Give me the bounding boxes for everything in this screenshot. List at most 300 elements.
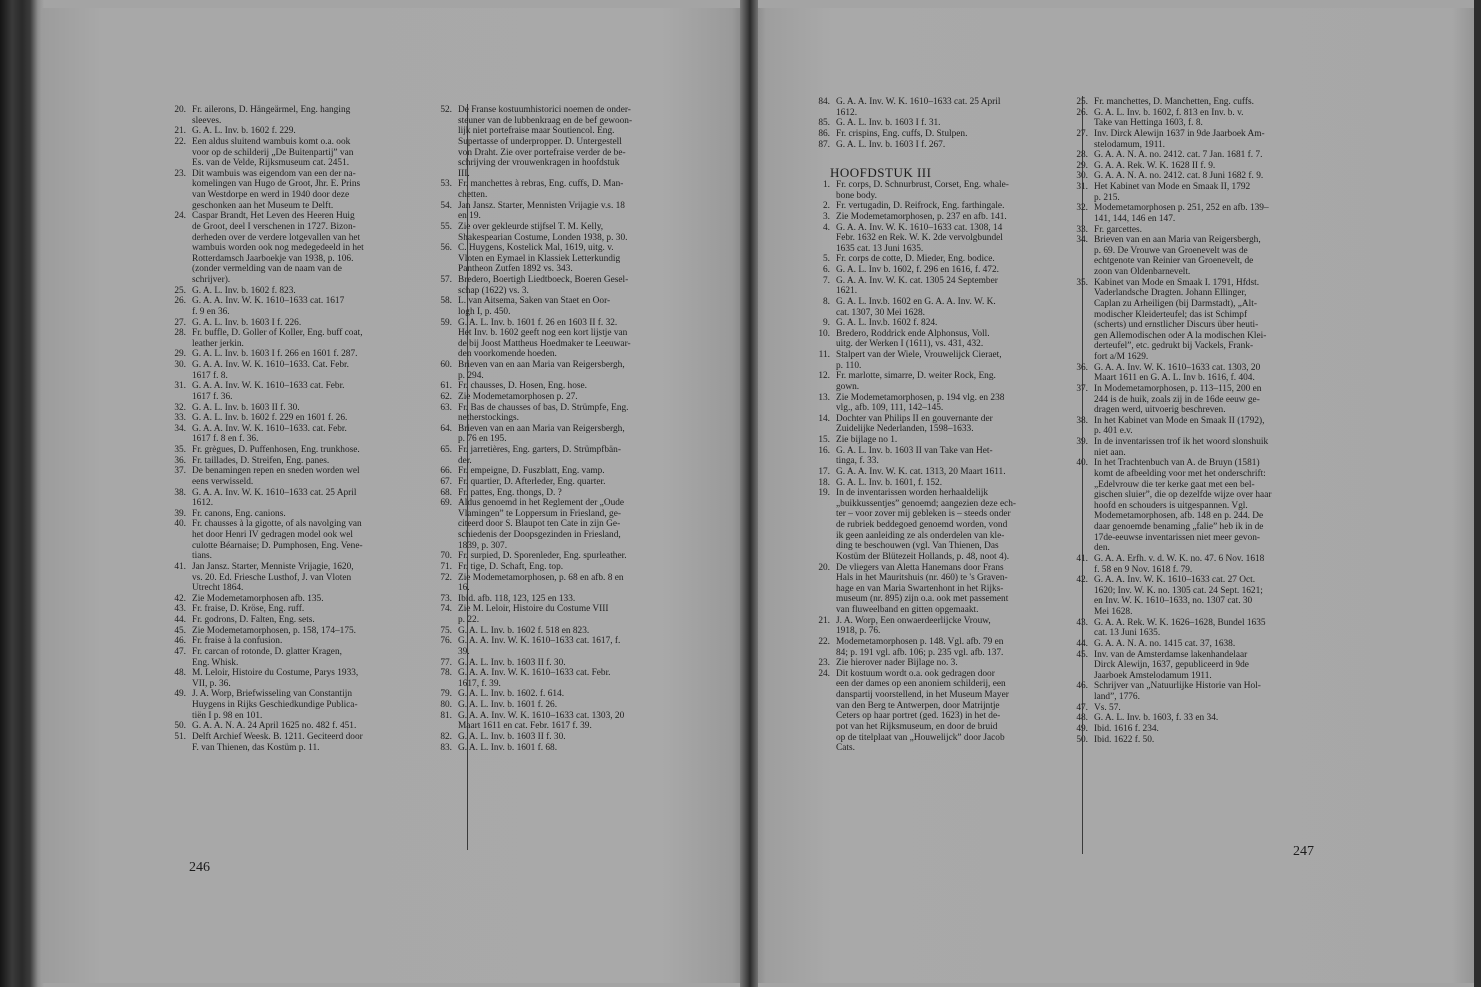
note-number: 67. [440, 476, 452, 487]
note-number: 14. [818, 413, 830, 424]
note-entry [430, 668, 732, 689]
note-entry [808, 201, 1078, 212]
note-entry [164, 456, 461, 467]
note-number: 69. [440, 498, 452, 509]
note-number: 45. [174, 625, 186, 636]
note-entry [808, 140, 1078, 151]
note-number: 49. [1076, 723, 1088, 734]
note-number: 33. [174, 413, 186, 424]
note-text: G. A. L. Inv. b. 1602 f. 518 en 823. [458, 625, 590, 636]
note-number: 70. [440, 551, 452, 562]
note-number: 5. [822, 254, 830, 265]
note-text: Zie M. Leloir, Histoire du Costume VIII p. 22. [458, 604, 609, 625]
note-number: 2. [822, 201, 830, 212]
note-text: Fr. quartier, D. Afterleder, Eng. quarter. [458, 476, 606, 487]
note-entry [808, 350, 1078, 371]
note-text: Fr. crispins, Eng. cuffs, D. Stulpen. [836, 128, 968, 139]
note-number: 68. [440, 487, 452, 498]
note-entry [1066, 575, 1336, 618]
note-text: Ibid. afb. 118, 123, 125 en 133. [458, 593, 576, 604]
note-number: 39. [174, 508, 186, 519]
note-entry [808, 616, 1078, 637]
note-number: 57. [440, 275, 452, 285]
note-text: Zie bijlage no 1. [836, 435, 898, 445]
note-entry [164, 594, 461, 605]
note-text: G. A. L. Inv. b. 1601 f. 68. [458, 742, 558, 753]
note-entry [430, 222, 732, 243]
note-entry [430, 689, 732, 700]
note-number: 48. [174, 668, 186, 679]
note-text: G. A. L. Inv. b. 1603 II f. 30. [458, 731, 566, 742]
note-text: Fr. tige, D. Schaft, Eng. top. [458, 561, 564, 572]
note-number: 12. [818, 371, 830, 382]
note-text: Vs. 57. [1094, 702, 1121, 713]
note-text: Zie Modemetamorphosen p. 27. [458, 391, 578, 402]
note-entry [164, 519, 461, 562]
note-number: 7. [822, 275, 830, 286]
note-number: 40. [174, 519, 186, 530]
note-text: G. A. L. Inv. b. 1603 I f. 266 en 1601 f. 287. [192, 349, 358, 360]
note-text: In Modemetamorphosen, p. 113–115, 200 en 244 is de huik, zoals zij in de 16de eeuw ge- dragen werd, uitvoerig beschreven. [1094, 383, 1262, 416]
note-text: Fr. surpied, D. Sporenleder, Eng. spurleather. [458, 551, 627, 562]
note-number: 31. [174, 381, 186, 392]
note-number: 46. [1076, 681, 1088, 692]
note-text: Bredero, Roddrick ende Alphonsus, Voll. uitg. der Werken I (1611), vs. 431, 432. [836, 328, 990, 350]
note-number: 30. [174, 360, 186, 370]
note-entry [430, 105, 732, 179]
note-number: 82. [440, 731, 452, 742]
note-entry [430, 477, 732, 488]
note-number: 15. [818, 435, 830, 445]
note-number: 80. [440, 700, 452, 710]
note-entry [164, 126, 461, 137]
note-number: 29. [174, 349, 186, 360]
note-text: Jan Jansz. Starter, Menniste Vrijagie, 1620, vs. 20. Ed. Friesche Lusthof, J. van Vloten Utrecht 1864. [192, 561, 354, 594]
note-number: 40. [1076, 458, 1088, 469]
note-text: G. A. L. Inv. b. 1601 f. 26 en 1603 II f. 32. Het Inv. b. 1602 geeft nog een kort lijstje van de bij Joost Mattheus Hoedmaker te Leeuwar- den voorkomende hoeden. [458, 317, 631, 360]
note-entry [164, 349, 461, 360]
note-text: Fr. manchettes, D. Manchetten, Eng. cuffs. [1094, 97, 1254, 107]
note-text: G. A. A. Rek. W. K. 1628 II f. 9. [1094, 160, 1216, 171]
note-entry [1066, 108, 1336, 129]
note-entry [1066, 554, 1336, 575]
note-entry [808, 212, 1078, 223]
note-entry [164, 668, 461, 689]
note-number: 47. [174, 646, 186, 657]
note-text: G. A. A. Inv. W. K. 1610–1633 cat. 1308, 14 Febr. 1632 en Rek. W. K. 2de vervolgbundel 1635 cat. 13 Juni 1635. [836, 222, 1003, 254]
note-text: Fr. buffle, D. Goller of Koller, Eng. buff coat, leather jerkin. [192, 328, 363, 349]
note-entry [164, 137, 461, 169]
note-text: In het Kabinet van Mode en Smaak II (1792), p. 401 e.v. [1094, 415, 1265, 437]
note-text: J. A. Worp, Een onwaerdeerlijcke Vrouw, 1918, p. 76. [836, 615, 991, 637]
note-entry [1066, 639, 1336, 650]
note-entry [430, 562, 732, 573]
note-entry [808, 318, 1078, 329]
note-text: Inv. Dirck Alewijn 1637 in 9de Jaarboek Am- stelodamum, 1911. [1094, 128, 1265, 150]
note-text: Brieven van en aan Maria van Reigersbergh, p. 69. De Vrouwe van Groenevelt was de echtgenote van Reinier van Groenevelt, de zoon van Oldenbarnevelt. [1094, 235, 1261, 277]
note-entry [808, 371, 1078, 392]
chapter-heading: HOOFDSTUK III [830, 165, 932, 180]
left-page-number: 246 [189, 860, 210, 875]
note-number: 21. [174, 126, 186, 137]
note-number: 43. [1076, 617, 1088, 628]
note-entry [1066, 225, 1336, 236]
note-entry [430, 636, 732, 657]
note-entry [430, 488, 732, 499]
note-number: 53. [440, 179, 452, 190]
note-entry [1066, 171, 1336, 182]
note-number: 21. [818, 615, 830, 626]
note-entry [430, 604, 732, 625]
note-number: 6. [822, 265, 830, 275]
note-entry [430, 179, 732, 200]
note-entry [164, 169, 461, 212]
note-number: 37. [1076, 383, 1088, 394]
note-number: 22. [174, 136, 186, 147]
note-entry [164, 509, 461, 520]
note-entry [164, 211, 461, 285]
note-number: 72. [440, 572, 452, 583]
note-text: L. van Aitsema, Saken van Staet en Oor- logh I, p. 450. [458, 296, 611, 317]
note-entry [164, 689, 461, 721]
note-text: Zie hierover nader Bijlage no. 3. [836, 658, 958, 669]
note-entry [164, 424, 461, 445]
note-text: G. A. A. Inv. W. K. 1610–1633 cat. 1617, f. 39. [458, 636, 621, 657]
note-entry [1066, 416, 1336, 437]
note-text: Aldus genoemd in het Reglement der „Oude Vlamingen” te Loppersum in Friesland, ge- citeerd door S. Blaupot ten Cate in zijn Ge- schiedenis der Doopsgezinden in Friesland, 1839, p. 307. [458, 498, 625, 551]
note-entry [1066, 203, 1336, 224]
note-entry [164, 318, 461, 329]
note-entry [164, 604, 461, 615]
note-entry [164, 296, 461, 317]
note-text: Modemetamorphosen p. 251, 252 en afb. 139– 141, 144, 146 en 147. [1094, 203, 1269, 224]
note-entry [1066, 458, 1336, 554]
note-entry [1066, 182, 1336, 203]
note-number: 46. [174, 636, 186, 647]
note-entry [164, 466, 461, 487]
note-text: G. A. A. Inv. W. K. 1610–1633. cat. Febr. 1617 f. 8 en f. 36. [192, 423, 347, 445]
note-number: 32. [174, 402, 186, 413]
note-entry [164, 647, 461, 668]
note-entry [430, 445, 732, 466]
note-entry [1066, 713, 1336, 724]
note-entry [808, 637, 1078, 658]
note-text: Fr. godrons, D. Falten, Eng. sets. [192, 615, 315, 625]
note-number: 13. [818, 392, 830, 403]
note-number: 60. [440, 360, 452, 370]
note-number: 83. [440, 742, 452, 753]
note-entry [430, 296, 732, 317]
left-notes-column-2 [430, 105, 732, 753]
note-entry [164, 105, 461, 126]
note-number: 24. [818, 668, 830, 679]
note-text: G. A. L. Inv. b. 1603 I f. 267. [836, 139, 946, 150]
note-number: 56. [440, 243, 452, 254]
note-text: Modemetamorphosen p. 148. Vgl. afb. 79 en 84; p. 191 vgl. afb. 106; p. 235 vgl. afb. 137. [836, 636, 1004, 658]
note-number: 73. [440, 593, 452, 604]
note-entry [1066, 363, 1336, 384]
note-text: Dit wambuis was eigendom van een der na- komelingen van Hugo de Groot, Jhr. E. Prins van Westdorpe en werd in 1940 door deze geschonken aan het Museum te Delft. [192, 168, 361, 211]
note-number: 65. [440, 445, 452, 455]
note-entry [1066, 681, 1336, 702]
note-text: Zie Modemetamorphosen, p. 158, 174–175. [192, 625, 357, 636]
note-entry [164, 403, 461, 414]
note-entry [430, 403, 732, 424]
note-text: Inv. van de Amsterdamse lakenhandelaar Dirck Alewijn, 1637, gepubliceerd in 9de Jaarboek Amstelodamum 1911. [1094, 649, 1249, 681]
note-number: 79. [440, 689, 452, 700]
note-text: De Franse kostuumhistorici noemen de onder- steuner van de lubbenkraag en de bef gewoon- lijk niet portefraise maar Soutiencol. Eng. Supertasse of underpropper. D. Untergestell von Draht. Zie over portefraise verder de be- schrijving der vrouwenkragen in hoofdstuk III. [458, 105, 633, 179]
note-text: G. A. A. Erfh. v. d. W. K. no. 47. 6 Nov. 1618 f. 58 en 9 Nov. 1618 f. 79. [1094, 553, 1265, 575]
note-entry [808, 488, 1078, 562]
note-number: 28. [174, 328, 186, 339]
note-text: Fr. corps, D. Schnurbrust, Corset, Eng. whale- bone body. [836, 180, 1009, 201]
note-text: Fr. jarretières, Eng. garters, D. Strümpfbän- der. [458, 445, 621, 466]
note-entry [430, 275, 732, 296]
note-number: 49. [174, 689, 186, 700]
note-number: 31. [1076, 182, 1088, 192]
note-number: 86. [818, 128, 830, 139]
note-number: 41. [174, 561, 186, 572]
note-entry [808, 669, 1078, 754]
note-entry [808, 97, 1078, 118]
note-text: Zie over gekleurde stijfsel T. M. Kelly, Shakespearian Costume, Londen 1938, p. 30. [458, 221, 628, 243]
note-entry [164, 732, 461, 753]
note-number: 37. [174, 466, 186, 477]
note-entry [808, 118, 1078, 129]
note-entry [1066, 735, 1336, 746]
note-entry [164, 562, 461, 594]
note-entry [430, 424, 732, 445]
note-number: 32. [1076, 203, 1088, 214]
note-text: G. A. A. Inv. W. K. 1610–1633 cat. 1303, 20 Maart 1611 en cat. Febr. 1617 f. 39. [458, 710, 625, 732]
note-entry [808, 276, 1078, 297]
note-number: 63. [440, 402, 452, 413]
note-entry [1066, 235, 1336, 278]
note-number: 47. [1076, 702, 1088, 713]
note-entry [808, 254, 1078, 265]
note-text: G. A. A. N. A. no. 1415 cat. 37, 1638. [1094, 638, 1236, 649]
note-entry [808, 435, 1078, 446]
note-number: 28. [1076, 150, 1088, 161]
note-text: Ibid. 1622 f. 50. [1094, 734, 1155, 745]
note-number: 3. [822, 211, 830, 222]
note-text: Fr. pattes, Eng. thongs, D. ? [458, 487, 562, 498]
note-text: Zie Modemetamorphosen, p. 68 en afb. 8 en 16. [458, 572, 624, 594]
note-text: G. A. L. Inv. b. 1602, f. 813 en Inv. b. v. Take van Hettinga 1603, f. 8. [1094, 107, 1244, 129]
note-entry [1066, 278, 1336, 363]
note-text: Fr. ailerons, D. Hängeärmel, Eng. hanging sleeves. [192, 105, 351, 126]
note-entry [430, 573, 732, 594]
note-number: 76. [440, 636, 452, 647]
note-text: G. A. A. Inv. W. K. 1610–1633 cat. 1303, 20 Maart 1611 en G. A. L. Inv b. 1616, f. 404. [1094, 362, 1261, 384]
note-entry [430, 318, 732, 361]
note-entry [430, 201, 732, 222]
note-entry [808, 297, 1078, 318]
note-number: 24. [174, 211, 186, 222]
note-entry [164, 636, 461, 647]
note-number: 22. [818, 636, 830, 647]
note-entry [808, 223, 1078, 255]
note-entry [808, 180, 1078, 201]
note-entry [808, 478, 1078, 489]
note-text: Caspar Brandt, Het Leven des Heeren Huig de Groot, deel I verschenen in 1727. Bizon- derheden over de verdere lotgevallen van het wambuis worden ook nog medegedeeld in het Rotterdamsch Jaarboekje van 1938, p. 106. (zonder vermelding van de naam van de schrijver). [192, 211, 364, 285]
note-text: Brieven van en aan Maria van Reigersbergh, p. 294. [458, 360, 625, 381]
note-number: 36. [174, 455, 186, 466]
note-text: G. A. A. Inv. W. K. cat. 1313, 20 Maart 1611. [836, 466, 1006, 477]
note-number: 87. [818, 139, 830, 150]
note-text: Fr. fraise, D. Kröse, Eng. ruff. [192, 604, 305, 615]
note-text: Schrijver van „Natuurlijke Historie van Hol- land”, 1776. [1094, 681, 1261, 702]
note-entry [430, 743, 732, 754]
note-entry [808, 414, 1078, 435]
note-text: Fr. grègues, D. Puffenhosen, Eng. trunkhose. [192, 445, 360, 455]
note-entry [1066, 161, 1336, 172]
note-text: Bredero, Boertigh Liedtboeck, Boeren Gesel- schap (1622) vs. 3. [458, 275, 629, 296]
note-number: 36. [1076, 362, 1088, 373]
note-number: 71. [440, 561, 452, 572]
note-number: 29. [1076, 160, 1088, 171]
note-number: 48. [1076, 713, 1088, 724]
note-text: Stalpert van der Wiele, Vrouwelijck Cieraet, p. 110. [836, 350, 1002, 371]
note-number: 64. [440, 423, 452, 434]
note-text: M. Leloir, Histoire du Costume, Parys 1933, VII, p. 36. [192, 668, 359, 689]
note-text: Zie Modemetamorphosen, p. 237 en afb. 141. [836, 211, 1007, 222]
note-entry [808, 563, 1078, 616]
note-entry [430, 392, 732, 403]
note-text: G. A. L. Inv b. 1602, f. 296 en 1616, f. 472. [836, 265, 999, 275]
note-text: G. A. A. Inv. W. K. 1610–1633 cat. 27 Oct. 1620; Inv. W. K. no. 1305 cat. 24 Sept. 1621; en Inv. W. K. 1610–1633, no. 1307 cat. 30 Mei 1628. [1094, 575, 1263, 617]
note-entry [430, 700, 732, 711]
note-number: 35. [1076, 277, 1088, 288]
note-number: 4. [822, 222, 830, 233]
note-text: Fr. carcan of rotonde, D. glatter Kragen, Eng. Whisk. [192, 646, 342, 668]
note-text: Dochter van Philips II en gouvernante der Zuidelijke Nederlanden, 1598–1633. [836, 413, 993, 435]
note-number: 30. [1076, 171, 1088, 182]
right-notes-column-1-top [808, 97, 1078, 150]
note-number: 39. [1076, 437, 1088, 447]
note-text: G. A. L. Inv. b. 1602 f. 229. [192, 126, 296, 137]
note-text: Fr. garcettes. [1094, 224, 1143, 235]
note-number: 61. [440, 381, 452, 392]
note-number: 44. [1076, 638, 1088, 649]
left-notes-column-1 [164, 105, 461, 753]
note-number: 84. [818, 97, 830, 107]
note-text: G. A. L. Inv.b. 1602 en G. A. A. Inv. W. K. cat. 1307, 30 Mei 1628. [836, 296, 996, 318]
note-text: Fr. corps de cotte, D. Mieder, Eng. bodice. [836, 254, 995, 265]
note-entry [164, 413, 461, 424]
note-text: G. A. A. Inv. W. K. cat. 1305 24 September 1621. [836, 275, 998, 297]
note-text: G. A. A. Rek. W. K. 1626–1628, Bundel 1635 cat. 13 Juni 1635. [1094, 617, 1266, 639]
note-text: Fr. fraise à la confusion. [192, 636, 283, 647]
note-entry [430, 732, 732, 743]
note-number: 27. [1076, 128, 1088, 139]
note-entry [164, 328, 461, 349]
note-entry [1066, 618, 1336, 639]
note-number: 11. [818, 350, 830, 360]
note-entry [808, 329, 1078, 350]
note-number: 77. [440, 657, 452, 668]
right-notes-column-2 [1066, 97, 1336, 745]
note-text: G. A. A. Inv. W. K. 1610–1633 cat. 25 April 1612. [192, 487, 357, 509]
note-text: G. A. A. Inv. W. K. 1610–1633 cat. Febr. 1617 f. 36. [192, 381, 345, 402]
note-number: 43. [174, 604, 186, 615]
note-number: 51. [174, 731, 186, 742]
note-number: 54. [440, 200, 452, 211]
note-text: G. A. A. N. A. 24 April 1625 no. 482 f. 451. [192, 721, 357, 732]
note-text: Kabinet van Mode en Smaak I. 1791, Hfdst. Vaderlandsche Dragten. Johann Ellinger, Caplan zu Arheiligen (bij Darmstadt), „Alt- modischer Kleiderteufel; das ist Schimpf (scherts) und ernstlicher Discurs über heuti- gen Allemodischen oder A la modischen Klei- derteufel”, etc. gedrukt bij Vackels, Frank- fort a/M 1629. [1094, 277, 1267, 362]
note-number: 25. [174, 285, 186, 296]
note-number: 34. [174, 423, 186, 434]
book-gutter [740, 0, 758, 987]
note-entry [430, 658, 732, 669]
note-number: 18. [818, 477, 830, 488]
note-text: G. A. A. N. A. no. 2412. cat. 7 Jan. 1681 f. 7. [1094, 150, 1263, 161]
note-text: J. A. Worp, Briefwisseling van Constantijn Huygens in Rijks Geschiedkundige Publica- tiën I p. 98 en 101. [192, 689, 358, 721]
note-entry [1066, 97, 1336, 108]
note-text: In de inventarissen trof ik het woord slonshuik niet aan. [1094, 437, 1269, 458]
note-text: G. A. L. Inv. b. 1602. f. 614. [458, 689, 565, 700]
book-right-edge [1474, 0, 1481, 987]
note-text: G. A. A. Inv. W. K. 1610–1633 cat. 25 April 1612. [836, 97, 1001, 118]
note-entry [430, 594, 732, 605]
note-entry [808, 265, 1078, 276]
note-entry [1066, 650, 1336, 682]
note-number: 27. [174, 317, 186, 328]
note-number: 78. [440, 668, 452, 679]
note-number: 35. [174, 445, 186, 455]
note-text: G. A. A. Inv. W. K. 1610–1633 cat. 1617 f. 9 en 36. [192, 296, 345, 317]
note-number: 9. [822, 318, 830, 329]
note-text: G. A. A. Inv. W. K. 1610–1633 cat. Febr. 1617, f. 39. [458, 668, 611, 689]
note-entry [430, 466, 732, 477]
note-text: Zie Modemetamorphosen afb. 135. [192, 593, 324, 604]
note-entry [164, 721, 461, 732]
note-entry [164, 381, 461, 402]
note-number: 16. [818, 445, 830, 456]
note-entry [164, 615, 461, 626]
note-number: 26. [174, 296, 186, 307]
note-number: 1. [822, 180, 830, 190]
note-entry [164, 445, 461, 456]
note-entry [808, 129, 1078, 140]
note-number: 66. [440, 466, 452, 477]
note-text: G. A. L. Inv. b. 1603 I f. 31. [836, 118, 941, 129]
note-text: G. A. L. Inv.b. 1602 f. 824. [836, 318, 938, 329]
note-text: G. A. L. Inv. b. 1603 II f. 30. [192, 402, 300, 413]
note-text: Delft Archief Weesk. B. 1211. Geciteerd door F. van Thienen, das Kostüm p. 11. [192, 731, 363, 753]
right-notes-column-1 [808, 180, 1078, 754]
note-number: 26. [1076, 107, 1088, 118]
note-entry [430, 381, 732, 392]
note-number: 20. [174, 105, 186, 115]
note-entry [430, 711, 732, 732]
note-number: 42. [1076, 575, 1088, 586]
note-text: In het Trachtenbuch van A. de Bruyn (1581) komt de afbeelding voor met het onderschrift: „Edelvrouw die ter kerke gaat met een bel- gischen sluier”, die op dezelfde wijze over haar hoofd en schouders is uitgespannen. Vgl. Modemetamorphosen, afb. 148 en p. 244. De daar genoemde benaming „falie” heb ik in de 17de-eeuwse inventarissen niet meer gevon- den. [1094, 458, 1272, 554]
note-entry [164, 488, 461, 509]
note-entry [164, 360, 461, 381]
note-number: 52. [440, 105, 452, 115]
note-text: C. Huygens, Kostelick Mal, 1619, uitg. v. Vloten en Eymael in Klassiek Letterkundig Pantheon Zutfen 1892 vs. 343. [458, 243, 621, 275]
note-number: 59. [440, 317, 452, 328]
note-number: 58. [440, 296, 452, 307]
note-text: Fr. vertugadin, D. Reifrock, Eng. farthingale. [836, 201, 1005, 212]
note-text: G. A. A. N. A. no. 2412. cat. 8 Juni 1682 f. 9. [1094, 171, 1264, 182]
note-number: 25. [1076, 97, 1088, 107]
note-number: 55. [440, 221, 452, 232]
left-page [42, 8, 744, 983]
note-entry [808, 446, 1078, 467]
note-number: 62. [440, 391, 452, 402]
